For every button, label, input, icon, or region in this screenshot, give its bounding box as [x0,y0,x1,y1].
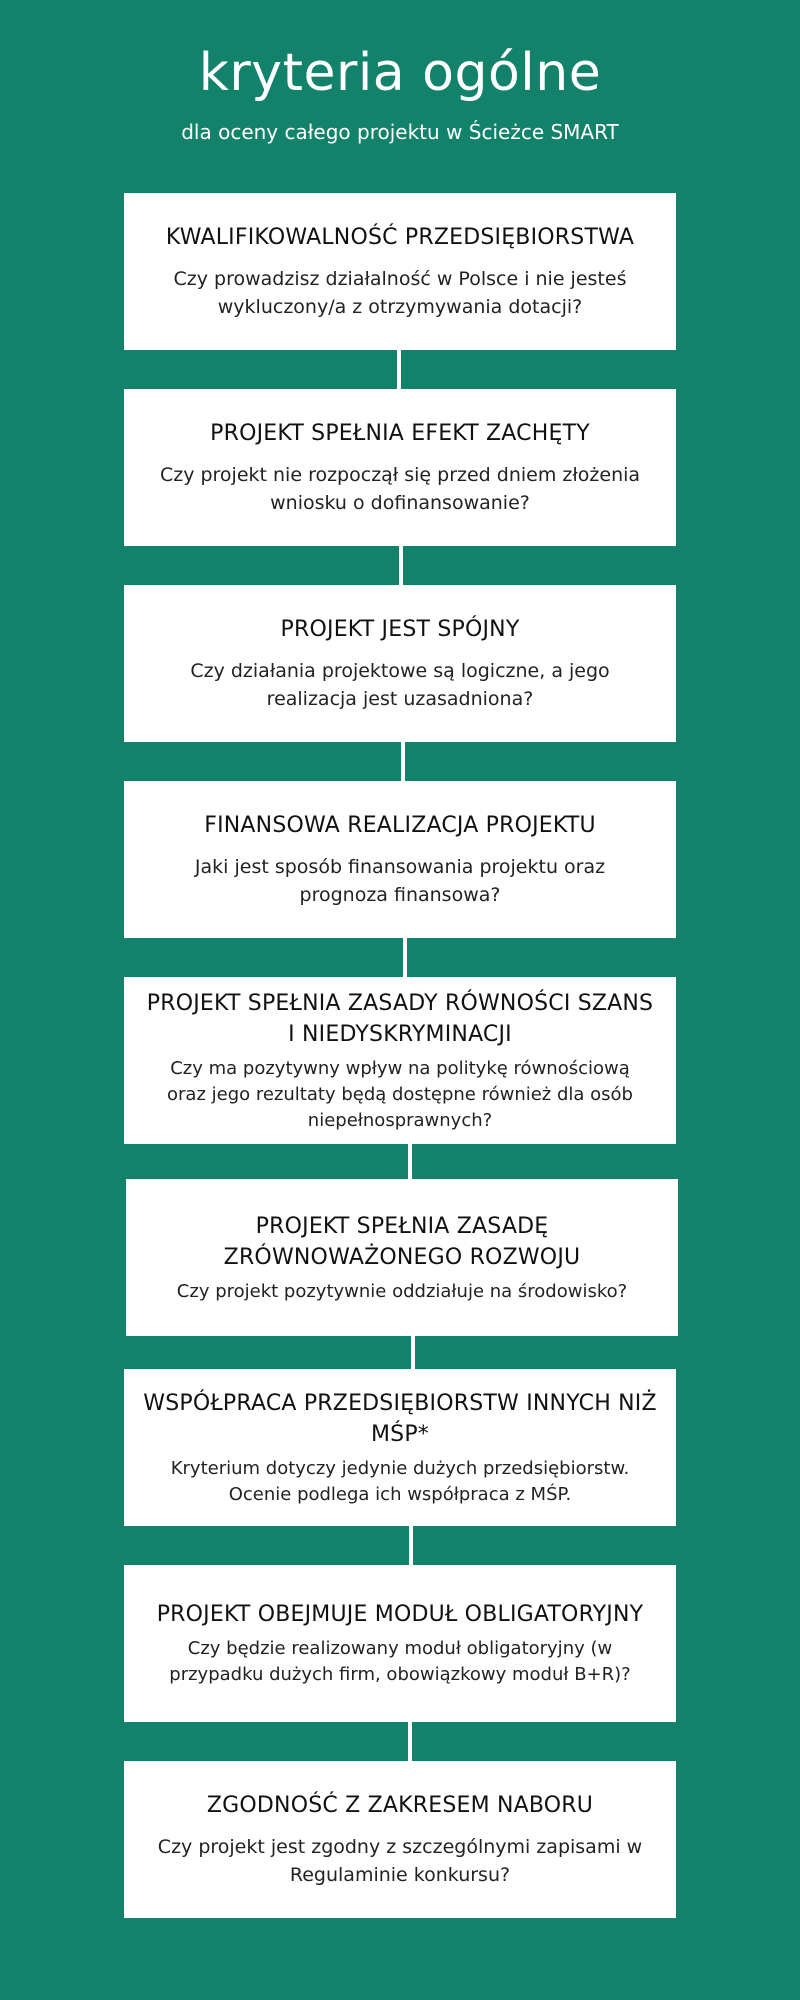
criterion-description: Czy będzie realizowany moduł obligatoryjny (w przypadku dużych firm, obowiązkowy moduł B+R)? [169,1638,631,1685]
criterion-title: PROJEKT SPEŁNIA ZASADĘ ZRÓWNOWAŻONEGO ROZWOJU [223,1213,581,1270]
criterion-card-equal-opportunities [124,977,676,1144]
criterion-card-call-scope [124,1761,676,1918]
criterion-title: ZGODNOŚĆ Z ZAKRESEM NABORU [206,1793,594,1818]
connector-line [399,546,403,586]
criterion-card-financing [124,781,676,938]
connector-line [397,350,401,390]
criterion-title: KWALIFIKOWALNOŚĆ PRZEDSIĘBIORSTWA [165,225,635,250]
page-title: kryteria ogólne [198,43,602,103]
criterion-card-consistency [124,585,676,742]
criterion-title: PROJEKT SPEŁNIA ZASADY RÓWNOŚCI SZANS I NIEDYSKRYMINACJI [146,990,654,1047]
criterion-description: Czy ma pozytywny wpływ na politykę równościową oraz jego rezultaty będą dostępne również dla osób niepełnosprawnych? [167,1057,633,1131]
criterion-title: PROJEKT OBEJMUJE MODUŁ OBLIGATORYJNY [156,1602,644,1627]
criterion-card-sustainable-development [126,1179,678,1336]
criterion-description: Czy projekt jest zgodny z szczególnymi zapisami w Regulaminie konkursu? [157,1836,643,1886]
criterion-title: FINANSOWA REALIZACJA PROJEKTU [204,813,596,838]
criterion-card-mandatory-module [124,1565,676,1722]
criterion-description: Czy działania projektowe są logiczne, a jego realizacja jest uzasadniona? [190,660,610,710]
criterion-card-incentive-effect [124,389,676,546]
criterion-title: PROJEKT JEST SPÓJNY [280,617,520,642]
connector-line [403,938,407,978]
criterion-card-large-enterprise-cooperation [124,1369,676,1526]
criterion-description: Czy projekt pozytywnie oddziałuje na środowisko? [176,1280,628,1302]
connector-line [409,1526,413,1566]
criterion-description: Jaki jest sposób finansowania projektu oraz prognoza finansowa? [194,856,606,906]
connector-line [408,1722,412,1762]
criterion-description: Czy prowadzisz działalność w Polsce i nie jesteś wykluczony/a z otrzymywania dotacji? [173,268,627,318]
criterion-card-eligibility [124,193,676,350]
criterion-title: PROJEKT SPEŁNIA EFEKT ZACHĘTY [210,421,590,446]
criterion-description: Kryterium dotyczy jedynie dużych przedsiębiorstw. Ocenie podlega ich współpraca z MŚP. [170,1457,630,1505]
connector-line [408,1144,412,1180]
criterion-title: WSPÓŁPRACA PRZEDSIĘBIORSTW INNYCH NIŻ MŚP* [143,1390,657,1447]
criterion-description: Czy projekt nie rozpoczął się przed dniem złożenia wniosku o dofinansowanie? [159,464,641,514]
connector-line [401,742,405,782]
connector-line [411,1336,415,1370]
page-subtitle: dla oceny całego projektu w Ścieżce SMART [181,120,619,144]
